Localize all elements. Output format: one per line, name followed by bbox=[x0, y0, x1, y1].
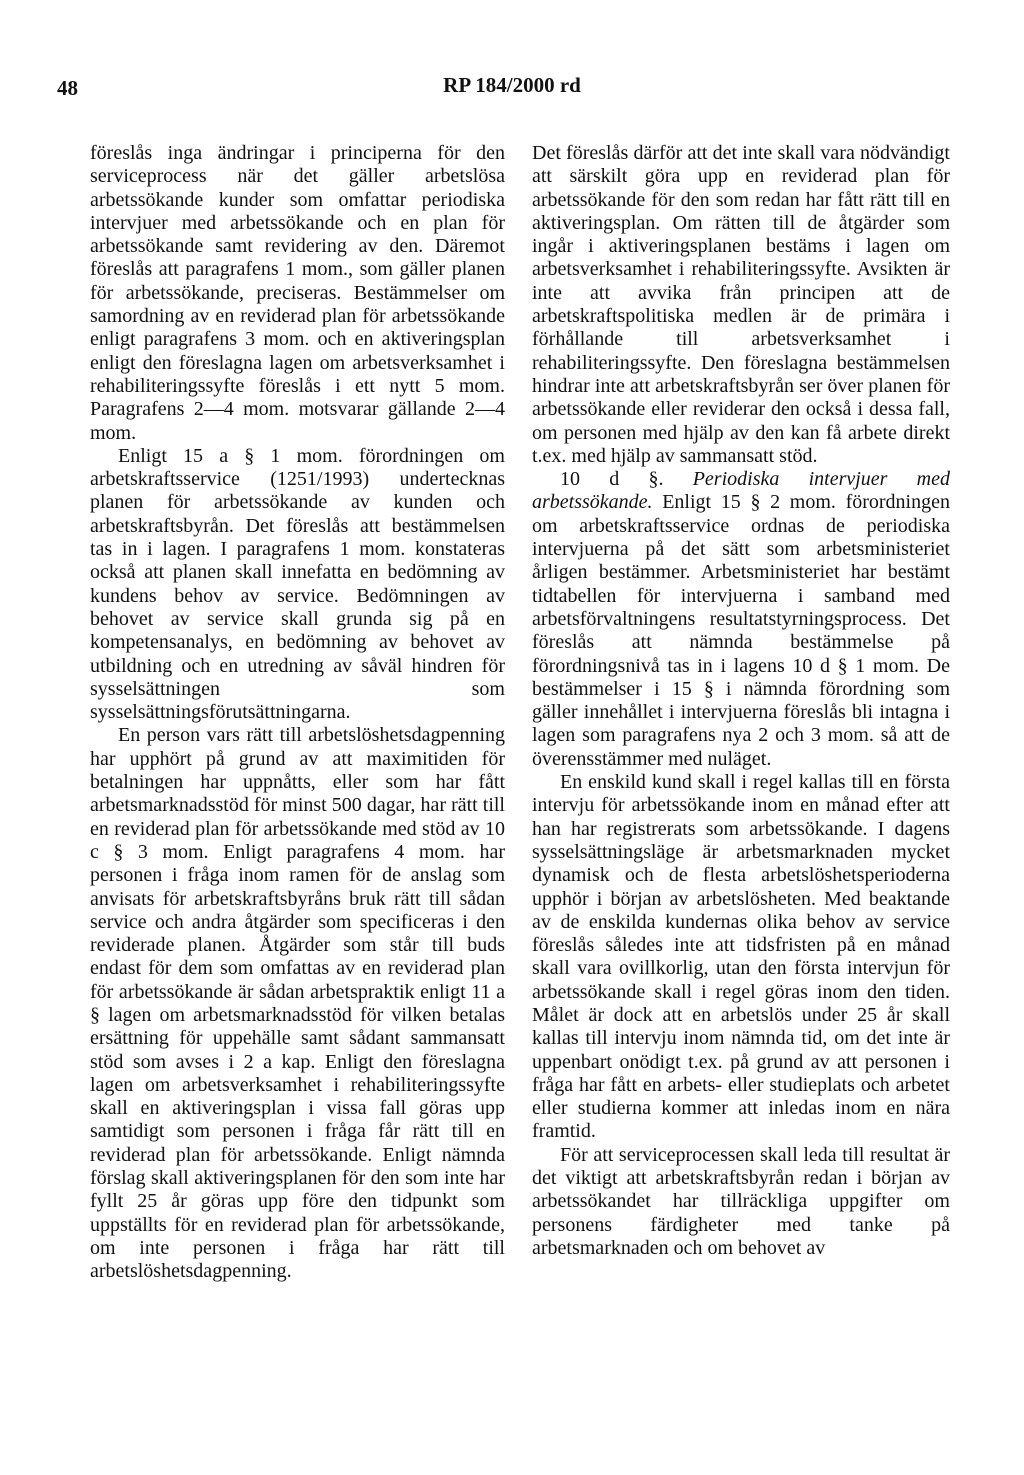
paragraph: En enskild kund skall i regel kallas till en första intervju för arbetssökande inom en månad efter att han har registrerats som arbetssökande. I dagens sysselsättningsläge är arbetsmarknaden mycket dynamisk och de flesta arbetslöshetsperioderna upphör i början av arbetslösheten. Med beaktande av de enskilda kundernas olika behov av service föreslås således inte att tidsfristen på en månad skall vara ovillkorlig, utan den första intervjun för arbetssökande skall i regel göras inom den tiden. Målet är dock att en arbetslös under 25 år skall kallas till intervju inom nämnda tid, om det inte är uppenbart onödigt t.ex. på grund av att personen i fråga har fått en arbets- eller studieplats och arbetet eller studierna kommer att inledas inom en nära framtid. bbox=[532, 771, 950, 1143]
paragraph: Det föreslås därför att det inte skall vara nödvändigt att särskilt göra upp en reviderad plan för arbetssökande för den som redan har fått rätt till en aktiveringsplan. Om rätten till de åtgärder som ingår i aktiveringsplanen bestäms i lagen om arbetsverksamhet i rehabiliteringssyfte. Avsikten är inte att avvika från principen att de arbetskraftspolitiska medlen är de primära i förhållande till arbetsverksamhet i rehabiliteringssyfte. Den föreslagna bestämmelsen hindrar inte att arbetskraftsbyrån ser över planen för arbetssökande eller reviderar den också i dessa fall, om personen med hjälp av den kan få arbete direkt t.ex. med hjälp av sammansatt stöd. bbox=[532, 142, 950, 467]
page-number: 48 bbox=[57, 76, 78, 100]
section-heading: Periodiska intervjuer med arbetssökande. bbox=[532, 468, 951, 514]
left-column bbox=[90, 142, 505, 1284]
section-text: Enligt 15 § 2 mom. förordningen om arbetskraftsservice ordnas de periodiska intervjuerna på det sätt som arbetsministeriet årligen bestämmer. Arbetsministeriet har bestämt tidtabellen för intervjuerna i samband med arbetsförvaltningens resultatstyrningsprocess. Det föreslås att nämnda bestämmelse på förordningsnivå tas in i lagens 10 d § 1 mom. De bestämmelser i 15 § i nämnda förordning som gäller innehållet i intervjuerna föreslås bli intagna i lagen som paragrafens nya 2 och 3 mom. så att de överensstämmer med nuläget. bbox=[532, 491, 950, 770]
section-paragraph bbox=[532, 468, 950, 771]
paragraph: Enligt 15 a § 1 mom. förordningen om arbetskraftsservice (1251/1993) undertecknas planen för arbetssökande av kunden och arbetskraftsbyrån. Det föreslås att bestämmelsen tas in i lagen. I paragrafens 1 mom. konstateras också att planen skall innefatta en bedömning av kundens behov av service. Bedömningen av behovet av service skall grunda sig på en kompetensanalys, en bedömning av behovet av utbildning och en utredning av såväl hindren för sysselsättningen som sysselsättningsförutsättningarna. bbox=[90, 444, 505, 724]
paragraph: För att serviceprocessen skall leda till resultat är det viktigt att arbetskraftsbyrån redan i början av arbetssökandet har tillräckliga uppgifter om personens färdigheter med tanke på arbetsmarknaden och om behovet av bbox=[532, 1143, 950, 1259]
paragraph: En person vars rätt till arbetslöshetsdagpenning har upphört på grund av att maximitiden för betalningen har uppnåtts, eller som har fått arbetsmarknadsstöd för minst 500 dagar, har rätt till en reviderad plan för arbetssökande med stöd av 10 c § 3 mom. Enligt paragrafens 4 mom. har personen i fråga inom ramen för de anslag som anvisats för arbetskraftsbyråns bruk rätt till sådan service och andra åtgärder som specificeras i den reviderade planen. Åtgärder som står till buds endast för dem som omfattas av en reviderad plan för arbetssökande är sådan arbetspraktik enligt 11 a § lagen om arbetsmarknadsstöd för vilken betalas ersättning för uppehälle samt sådant sammansatt stöd som avses i 2 a kap. Enligt den föreslagna lagen om arbetsverksamhet i rehabiliteringssyfte skall en aktiveringsplan i vissa fall göras upp samtidigt som personen i fråga får rätt till en reviderad plan för arbetssökande. Enligt nämnda förslag skall aktiveringsplanen för den som inte har fyllt 25 år göras upp före den tidpunkt som uppställts för en reviderad plan för arbetssökande, om inte personen i fråga har rätt till arbetslöshetsdagpenning. bbox=[90, 724, 505, 1283]
section-number: 10 d §. bbox=[560, 468, 664, 491]
paragraph: föreslås inga ändringar i principerna för den serviceprocess när det gäller arbetslösa arbetssökande kunder som omfattar periodiska intervjuer med arbetssökande och en plan för arbetssökande samt revidering av den. Däremot föreslås att paragrafens 1 mom., som gäller planen för arbetssökande, preciseras. Bestämmelser om samordning av en reviderad plan för arbetssökande enligt paragrafens 3 mom. och en aktiveringsplan enligt den föreslagna lagen om arbetsverksamhet i rehabiliteringssyfte föreslås i ett nytt 5 mom. Paragrafens 2—4 mom. motsvarar gällande 2—4 mom. bbox=[90, 142, 505, 444]
running-title: RP 184/2000 rd bbox=[443, 73, 581, 97]
right-column bbox=[532, 142, 950, 1260]
